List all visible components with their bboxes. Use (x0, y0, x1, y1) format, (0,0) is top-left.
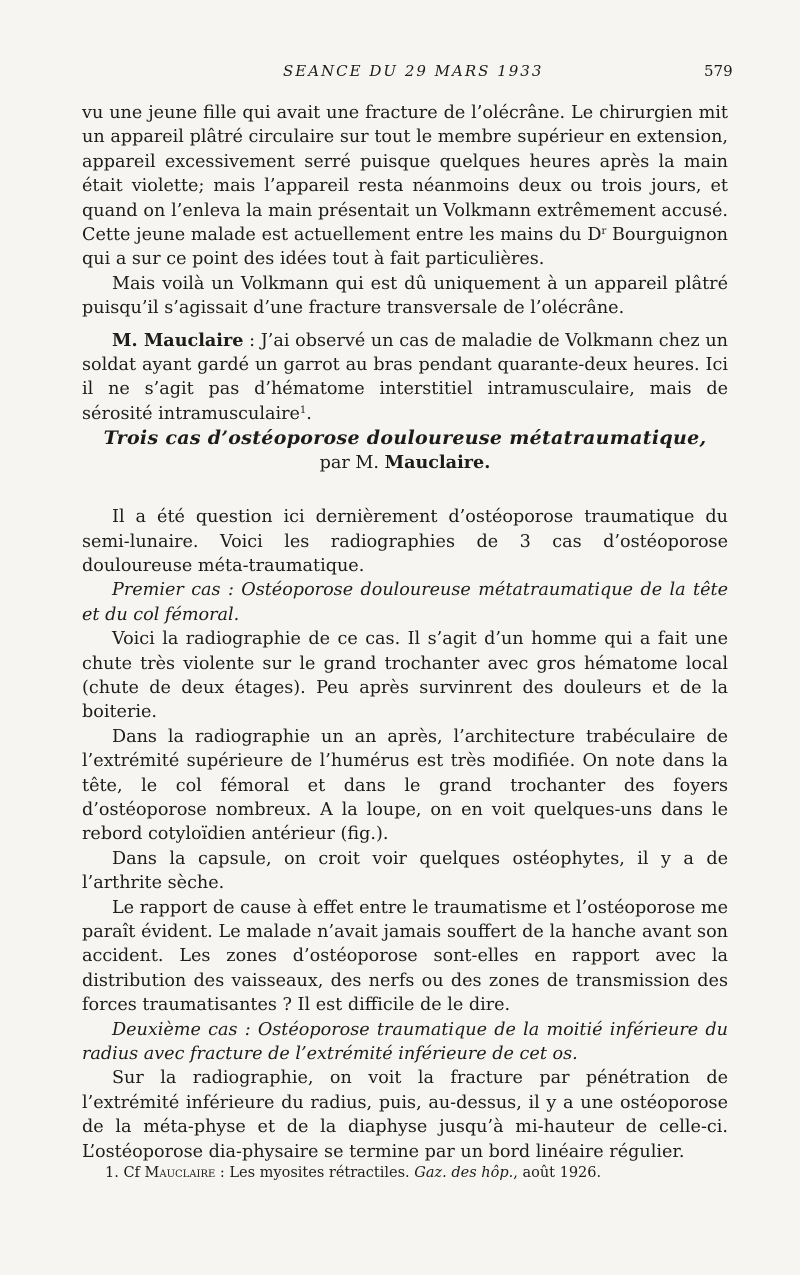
paragraph-mauclaire-remark (82, 329, 728, 427)
superscript: r (601, 226, 607, 238)
byline-prefix: par M. (319, 452, 385, 473)
paragraph-continuation (82, 101, 728, 272)
paragraph-text: vu une jeune fille qui avait une fracture de l’olécrâne. Le chirurgien mit un appareil plâtré circulaire sur tout le membre supérieur en extension, appareil excessivement serré puisque quelques heures après la main était violette; mais l’appareil resta néanmoins deux ou trois jours, et quand on l’enleva la main présentait un Volkmann extrêmement accusé. Cette jeune malade est actuellement entre les mains du D (82, 103, 728, 246)
footnote (105, 1163, 725, 1183)
footnote-ref: 1 (299, 404, 307, 416)
footnote-date: , août 1926. (513, 1165, 602, 1181)
paragraph-text-end: Bourguignon qui a sur ce point des idées tout à fait particulières. (82, 225, 728, 270)
page-number: 579 (704, 62, 733, 80)
byline-author: Mauclaire. (384, 451, 491, 473)
paragraph: Il a été question ici dernièrement d’ostéoporose traumatique du semi-lunaire. Voici les radiographies de 3 cas d’ostéoporose douloureuse méta-traumatique. (82, 507, 728, 576)
case-heading-1: Premier cas : Ostéoporose douloureuse métatraumatique de la tête et du col fémoral. (82, 580, 728, 625)
paragraph: Voici la radiographie de ce cas. Il s’agit d’un homme qui a fait une chute très violente sur le grand trochanter avec gros hématome local (chute de deux étages). Peu après survinrent des douleurs et de la boiterie. (82, 629, 728, 723)
paragraph-text: : J’ai observé un cas de maladie de Volkmann chez un soldat ayant gardé un garrot au bras pendant quarante-deux heures. Ici il ne s’agit pas d’hématome interstitiel intramusculaire, mais de sérosité intramusculaire (82, 330, 728, 424)
paragraph: Le rapport de cause à effet entre le traumatisme et l’ostéoporose me paraît évident. Le malade n’avait jamais souffert de la hanche avant son accident. Les zones d’ostéoporose sont-elles en rapport avec la distribution des vaisseaux, des nerfs ou des zones de transmission des forces traumatisantes ? Il est difficile de le dire. (82, 897, 728, 1016)
footnote-text: : Les myosites rétractiles. (215, 1165, 415, 1181)
body-text (82, 101, 728, 1164)
byline (82, 451, 728, 475)
running-head (0, 62, 800, 86)
paragraph: Sur la radiographie, on voit la fracture par pénétration de l’extrémité inférieure du radius, puis, au-dessus, il y a une ostéoporose de la méta-physe et de la diaphyse jusqu’à mi-hauteur de celle-ci. L’ostéoporose dia-physaire se termine par un bord linéaire régulier. (82, 1068, 728, 1162)
article-title: Trois cas d’ostéoporose douloureuse métatraumatique, (103, 427, 707, 450)
paragraph: Dans la capsule, on croit voir quelques ostéophytes, il y a de l’arthrite sèche. (82, 848, 728, 894)
footnote-journal: Gaz. des hôp. (414, 1165, 514, 1181)
footnote-marker: 1. Cf (105, 1165, 145, 1181)
running-head-title: SEANCE DU 29 MARS 1933 (283, 62, 544, 80)
case-heading-2: Deuxième cas : Ostéoporose traumatique de la moitié inférieure du radius avec fracture de l’extrémité inférieure de cet os. (82, 1019, 728, 1065)
speaker-name: M. Mauclaire (112, 329, 244, 351)
paragraph: Mais voilà un Volkmann qui est dû uniquement à un appareil plâtré puisqu’il s’agissait d’une fracture transversale de l’olécrâne. (82, 273, 728, 319)
footnote-author: Mauclaire (144, 1165, 216, 1181)
paragraph: Dans la radiographie un an après, l’architecture trabéculaire de l’extrémité supérieure de l’humérus est très modifiée. On note dans la tête, le col fémoral et dans le grand trochanter des foyers d’ostéoporose nombreux. A la loupe, on en voit quelques-uns dans le rebord cotyloïdien antérieur (fig.). (82, 726, 728, 845)
paragraph-text-end: . (306, 403, 312, 424)
